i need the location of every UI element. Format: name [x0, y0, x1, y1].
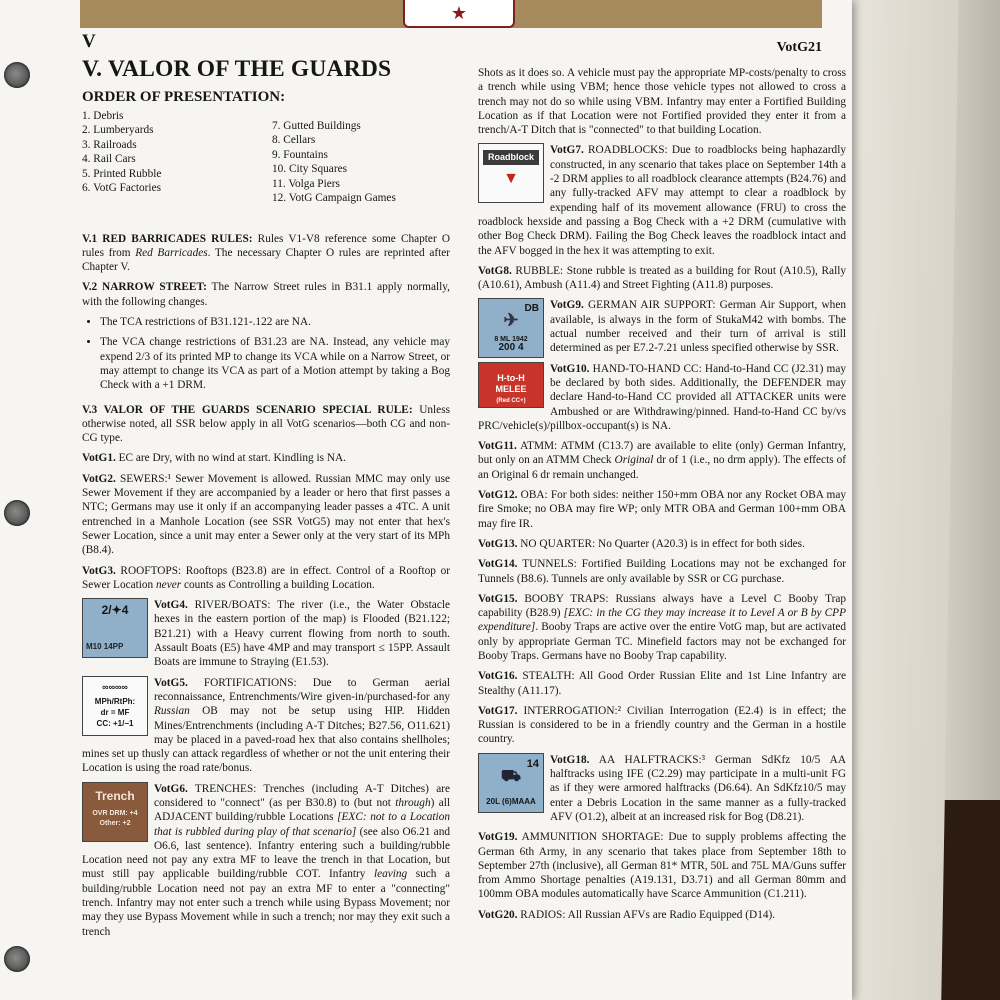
rule-text: STEALTH: All Good Order Russian Elite and 1st Line Infantry are Stealthy (A11.17). — [478, 670, 846, 697]
wire-counter — [82, 676, 148, 736]
counter-label: Other: +2 — [99, 819, 131, 827]
counter-label: M10 14PP — [86, 641, 124, 651]
counter-label: dr = MF — [100, 707, 130, 717]
rule-votg9 — [478, 298, 846, 355]
counter-label: 20L (6)MAAA — [486, 797, 536, 807]
rule-number: VotG14. — [478, 558, 518, 571]
counter-label: 2/✦4 — [101, 603, 129, 618]
rule-votg2 — [82, 472, 450, 558]
order-item: 3. Railroads — [82, 138, 137, 151]
rule-number: VotG2. — [82, 472, 116, 485]
order-item: 2. Lumberyards — [82, 124, 154, 137]
chapter-letter: V — [82, 31, 96, 52]
rule-text: ROADBLOCKS: Due to roadblocks being haphazardly constructed, in any scenario that takes place on September 14th a -2 DRM applies to all roadblock clearance attempts (B24.76) and any fully-tracked AFV may attempt to clear a roadblock by expending half of its movement allowance (FRU) to cross the roadblock hexside and passing a Bog Check with a +2 DRM (cumulative with other Bog Check DRM). Failing the Bog Check leaves the roadblock intact and the AFV bogged in the hex it was attempting to exit. — [478, 144, 846, 257]
rule-votg15 — [478, 592, 846, 663]
roadblock-counter — [478, 143, 544, 203]
rule-number: VotG3. — [82, 564, 116, 577]
rule-text: RUBBLE: Stone rubble is treated as a building for Rout (A10.5), Rally (A10.61), Ambush (A11.4) and Street Fighting (A11.8) purposes. — [478, 264, 846, 292]
counter-label: MPh/RtPh: — [94, 696, 136, 706]
rule-text-italic: leaving — [373, 868, 408, 881]
right-column — [478, 66, 846, 928]
rule-number: VotG11. — [478, 440, 517, 453]
rule-votg16 — [478, 669, 846, 698]
page-code: VotG21 — [776, 40, 822, 55]
binder-hole — [4, 62, 30, 88]
rule-votg10 — [478, 362, 846, 433]
rule-votg4 — [82, 598, 450, 669]
rule-text: The Narrow Street rules in B31.1 apply normally, with the following changes. — [82, 281, 450, 308]
rule-number: VotG13. — [478, 537, 518, 550]
rule-text: counts as Controlling a building Location. — [181, 578, 375, 591]
rule-text-italic: [EXC: in the CG they may increase it to Level A or B by CPP expenditure] — [478, 607, 846, 634]
rule-votg7 — [478, 143, 846, 257]
order-list — [82, 109, 450, 206]
rule-number: VotG8. — [478, 264, 512, 277]
rule-text: OBA: For both sides: neither 150+mm OBA nor any Rocket OBA may fire Smoke; no OBA may fire WP; only MTR OBA and German 100+mm OBA may fire IR. — [478, 489, 846, 530]
rule-text: . Booby Traps are active over the entire VotG map, but are activated only by appropriate German TC. Minefield factors may not be exchanged for Booby Traps. Germans have no Booby Trap capability. — [478, 621, 846, 662]
counter-label: CC: +1/−1 — [96, 718, 134, 728]
star-icon: ★ — [450, 2, 468, 23]
rule-votg14 — [478, 557, 846, 586]
emblem-logo — [403, 0, 515, 28]
stuka-counter — [478, 298, 544, 358]
rule-votg18 — [478, 753, 846, 824]
order-list-col1 — [82, 109, 272, 206]
rule-text: Unless otherwise noted, all SSR below apply in all VotG scenarios—both CG and non-CG type. — [82, 403, 450, 445]
rule-number: VotG15. — [478, 592, 518, 605]
rule-continuation: Shots as it does so. A vehicle must pay the appropriate MP-costs/penalty to cross a trench while using VBM; hence those vehicle types not allowed to cross a trench may not do so while using VBM. Infantry may enter a Fortified Building Location as if that Location were not Fortified provided they enter it from a trench/A-T Ditch that is "connected" to that building Location. — [478, 67, 846, 137]
rule-votg12 — [478, 488, 846, 531]
counter-label: 8 ML 1942 — [494, 336, 528, 344]
order-item: 10. City Squares — [272, 163, 347, 176]
rule-text-italic: through — [395, 796, 431, 809]
section-heading: V.2 NARROW STREET: — [82, 281, 207, 294]
order-item: 1. Debris — [82, 109, 124, 122]
rule-text: OB may not be setup using HIP. Hidden Mines/Entrenchments (including A-T Ditches; B27.56, O11.621) may be placed in a paved-road hex that also contains shellholes; mines set up thusly can attack regardless of whether or not the unit entering their Location is using the road rate/bonus. — [82, 705, 450, 775]
v2-bullets — [82, 315, 450, 392]
counter-label: 200 4 — [498, 342, 524, 354]
counter-label: H-to-H — [497, 372, 525, 383]
rule-text: ATMM: ATMM (C13.7) are available to elite (only) German Infantry, but only on an ATMM Check — [478, 440, 846, 467]
rule-text: AMMUNITION SHORTAGE: Due to supply problems affecting the German 6th Army, in any scenario that takes place from September 18th to September 27th (inclusive), all German 81* MTR, 50L and 75L MA/Guns suffer from Ammo Shortage penalties (A19.131, D3.71) and all German 80mm and 100mm OBA modules automatically have Scarce Ammunition (C1.211). — [478, 831, 846, 901]
rule-text: EC are Dry, with no wind at start. Kindling is NA. — [115, 452, 346, 465]
rule-text: RIVER/BOATS: The river (i.e., the Water Obstacle hexes in the eastern portion of the map) is Flooded (B21.122; B21.21) with a Heavy current flowing from north to south. Assault Boats (E5) have 4MP and may transport ≤ 15PP. Assault Boats are immune to Straying (E1.53). — [154, 599, 450, 669]
order-heading: ORDER OF PRESENTATION: — [82, 89, 286, 106]
left-column — [82, 32, 450, 945]
aa-halftrack-counter — [478, 753, 544, 813]
rule-v2 — [82, 280, 450, 309]
rule-text: INTERROGATION:² Civilian Interrogation (E2.4) is in effect; the Russian is considered to be in a friendly country and the German in a hostile country. — [478, 704, 846, 746]
rule-text: HAND-TO-HAND CC: Hand-to-Hand CC (J2.31) may be declared by both sides. Additionally, the DEFENDER may declare Hand-to-Hand CC provided all ATTACKER units were Ambushed or are Withdrawing/pinned. Hand-to-Hand CC by/vs PRC/vehicle(s)/pillbox-occupant(s) is NA. — [478, 362, 846, 432]
rule-text: dr of 1 (i.e., no drm apply). The effects of an Original 6 dr remain unchanged. — [478, 454, 846, 481]
wire-icon: ∞∞∞∞ — [102, 681, 128, 692]
rule-number: VotG12. — [478, 489, 518, 502]
rule-text: BOOBY TRAPS: Russians always have a Level C Booby Trap capability (B28.9) — [478, 592, 846, 620]
order-item: 6. VotG Factories — [82, 182, 161, 195]
trench-counter — [82, 782, 148, 842]
rule-votg5 — [82, 676, 450, 776]
order-list-col2 — [272, 119, 396, 206]
rule-text-italic: Russian — [154, 705, 190, 718]
rule-text: Rules V1-V8 reference some Chapter O rules from — [82, 232, 450, 259]
rule-votg8 — [478, 264, 846, 293]
rule-number: VotG7. — [550, 144, 584, 157]
bullet-item: • The TCA restrictions of B31.121-.122 are NA. — [100, 315, 450, 329]
order-item: 7. Gutted Buildings — [272, 119, 361, 132]
counter-label: Roadblock — [483, 150, 539, 164]
rule-votg11 — [478, 439, 846, 482]
rule-text: TUNNELS: Fortified Building Locations may not be exchanged for Tunnels (B8.6). Tunnels are only available by SSR or CG purchase. — [478, 558, 846, 585]
rule-votg6 — [82, 782, 450, 939]
order-item: 9. Fountains — [272, 148, 328, 161]
rule-number: VotG9. — [550, 299, 584, 312]
rule-text-italic: Red Barricades — [135, 246, 208, 259]
binder-hole — [4, 500, 30, 526]
counter-label: Trench — [95, 788, 135, 803]
rule-text: ROOFTOPS: Rooftops (B23.8) are in effect. Control of a Rooftop or Sewer Location — [82, 564, 450, 591]
aircraft-icon: ✈ — [503, 310, 519, 331]
rule-number: VotG4. — [154, 599, 188, 612]
rule-number: VotG6. — [154, 782, 188, 795]
rule-number: VotG19. — [478, 831, 518, 844]
rule-votg20 — [478, 908, 846, 922]
rule-text: ) all ADJACENT building/rubble Locations — [154, 796, 450, 824]
counter-label: (Red CC+) — [496, 397, 526, 404]
section-heading: V.1 RED BARRICADES RULES: — [82, 232, 253, 245]
rule-votg3 — [82, 564, 450, 593]
rule-votg1 — [82, 451, 450, 465]
melee-counter — [478, 362, 544, 408]
rule-text: . The necessary Chapter O rules are reprinted after Chapter V. — [82, 246, 451, 274]
halftrack-icon: ⛟ — [500, 767, 522, 785]
rule-v1 — [82, 232, 450, 275]
order-item: 12. VotG Campaign Games — [272, 192, 396, 205]
order-item: 4. Rail Cars — [82, 153, 136, 166]
rule-text: SEWERS:¹ Sewer Movement is allowed. Russian MMC may only use Sewer Movement if they are accompanied by a leader or hero that first passes a NTC; Germans may use it only if an accompanying leader passes a 4TC. A unit entrenched in a Manhole Location (see SSR VotG5) may not enter that hex's Sewer Location, since a unit may enter a Sewer only at the very start of its MPh (B8.4). — [82, 472, 450, 557]
chapter-title: V. VALOR OF THE GUARDS — [82, 56, 392, 82]
rule-number: VotG10. — [550, 362, 590, 375]
rule-number: VotG18. — [550, 753, 590, 766]
rule-text-italic: Original — [614, 454, 654, 467]
rule-number: VotG16. — [478, 670, 518, 683]
rule-votg17 — [478, 704, 846, 747]
rule-text-italic: [EXC: not to a Location that is rubbled during play of that scenario] — [154, 811, 450, 838]
order-item: 8. Cellars — [272, 134, 316, 147]
rule-votg19 — [478, 830, 846, 901]
counter-label: 14 — [526, 757, 539, 770]
section-heading: V.3 VALOR OF THE GUARDS SCENARIO SPECIAL RULE: — [82, 403, 413, 416]
counter-label: DB — [524, 303, 539, 315]
arrow-down-icon: ▼ — [503, 170, 519, 188]
counter-label: OVR DRM: +4 — [92, 809, 138, 817]
rule-text: (see also O6.21 and O6.6, last sentence). Infantry entering such a building/rubble Location need not pay any extra MF to leave the trench in that Location, but must still pay applicable building/rubble COT. Infantry — [82, 825, 450, 881]
rule-text: NO QUARTER: No Quarter (A20.3) is in effect for both sides. — [517, 537, 805, 550]
rule-votg13 — [478, 537, 846, 551]
rule-text: RADIOS: All Russian AFVs are Radio Equipped (D14). — [517, 908, 776, 921]
order-item: 5. Printed Rubble — [82, 167, 162, 180]
rule-text: such a building/rubble Location need not pay an extra MF to enter a "connecting" trench. Infantry may not enter such a trench while using Bypass Movement; nor may they use Bypass Movement while in such a trench; nor may they exit such a trench — [82, 868, 450, 938]
rule-number: VotG5. — [154, 676, 188, 689]
rule-text: GERMAN AIR SUPPORT: German Air Support, when available, is always in the form of StukaM42 with bombs. The actual number received and their turn of arrival is still determined as per E7.2-7.21 unless specified otherwise by SSR. — [550, 299, 846, 355]
rule-text: FORTIFICATIONS: Due to German aerial reconnaissance, Entrenchments/Wire given-in/purchased-for any — [154, 676, 450, 703]
rule-number: VotG17. — [478, 704, 518, 717]
binder-hole — [4, 946, 30, 972]
bullet-item: • The VCA change restrictions of B31.23 are NA. Instead, any vehicle may expend 2/3 of its printed MP to change its VCA while on a Narrow Street, or may attempt to change its VCA as part of a Motion attempt by taking a Bog Check with a +1 DRM. — [100, 335, 450, 392]
rule-v3 — [82, 403, 450, 446]
rule-number: VotG20. — [478, 908, 518, 921]
order-item: 11. Volga Piers — [272, 177, 340, 190]
rule-text: AA HALFTRACKS:³ German SdKfz 10/5 AA halftracks using IFE (C2.29) may participate in a multi-unit FG as if they were armored halftracks (D6.64). An SdKfz10/5 may enter a Debris Location in the same manner as a fully-tracked AFV (O1.2), albeit at an increased risk for Bog (D8.21). — [550, 753, 846, 823]
rule-number: VotG1. — [82, 452, 116, 465]
rule-text-italic: never — [156, 578, 182, 591]
rule-text: TRENCHES: Trenches (including A-T Ditches) are considered to "connect" (as per B30.8) to (but not — [154, 782, 450, 809]
assault-boat-counter — [82, 598, 148, 658]
counter-label: MELEE — [495, 383, 527, 394]
